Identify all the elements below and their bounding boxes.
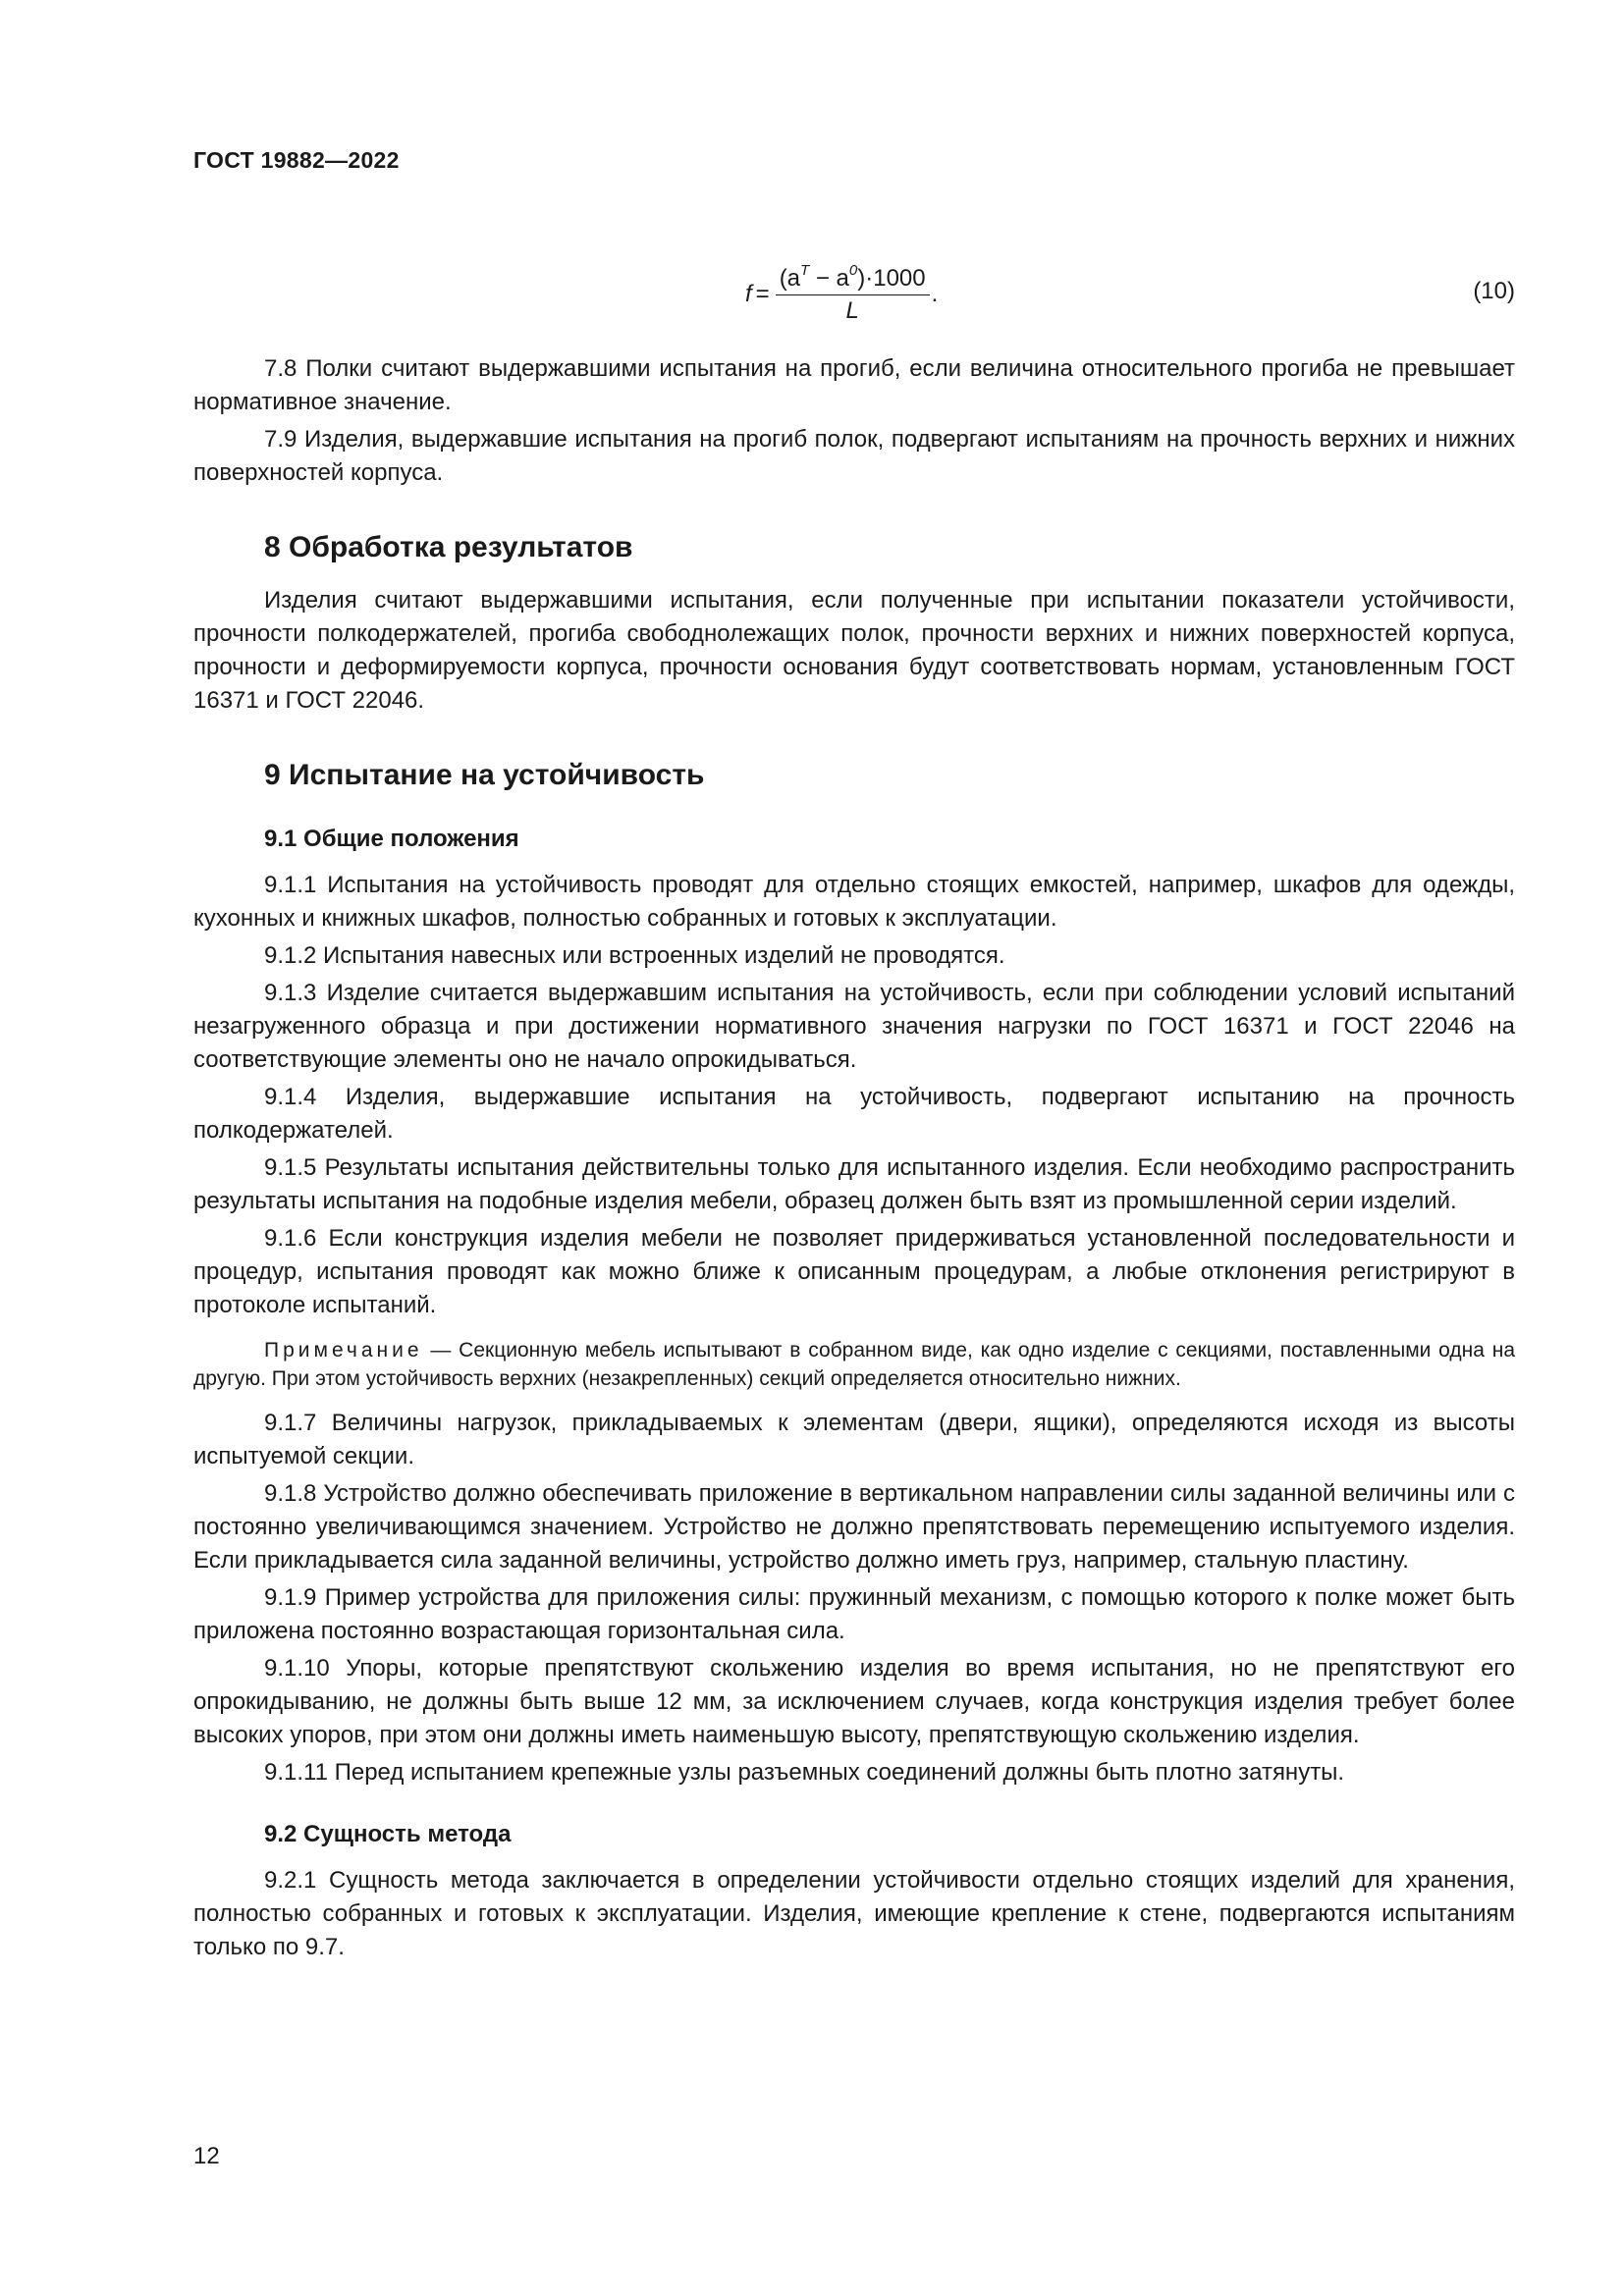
formula-num-close: )·1000: [857, 265, 926, 292]
paragraph-9-1-3: 9.1.3 Изделие считается выдержавшим испытания на устойчивость, если при соблюдении условий испытаний незагруженного образца и при достижении нормативного значения нагрузки по ГОСТ 16371 и ГОСТ 22046 на соответствующие элементы оно не начало опрокидываться.: [193, 980, 1515, 1073]
paragraph-9-1-10: 9.1.10 Упоры, которые препятствуют скольжению изделия во время испытания, но не препятствуют его опрокидыванию, не должны быть выше 12 мм, за исключением случаев, когда конструкция изделия требует более высоких упоров, при этом они должны иметь наименьшую высоту, препятствующую скольжению изделия.: [193, 1655, 1515, 1748]
paragraph-7-9: 7.9 Изделия, выдержавшие испытания на прогиб полок, подвергают испытаниям на прочность верхних и нижних поверхностей корпуса.: [193, 426, 1515, 486]
formula-sup-0: 0: [848, 262, 858, 279]
subsection-9-1-title: 9.1 Общие положения: [264, 826, 519, 852]
section-8-title: 8 Обработка результатов: [264, 531, 633, 563]
paragraph-9-1-11: 9.1.11 Перед испытанием крепежные узлы разъемных соединений должны быть плотно затянуты.: [264, 1759, 1345, 1786]
document-page: [193, 147, 1515, 1964]
paragraph-9-1-4: 9.1.4 Изделия, выдержавшие испытания на устойчивость, подвергают испытанию на прочность полкодержателей.: [193, 1084, 1515, 1144]
paragraph-9-1-6: 9.1.6 Если конструкция изделия мебели не позволяет придерживаться установленной последовательности и процедур, испытания проводят как можно ближе к описанным процедурам, а любые отклонения регистрируют в протоколе испытаний.: [193, 1225, 1515, 1318]
paragraph-9-1-8: 9.1.8 Устройство должно обеспечивать приложение в вертикальном направлении силы заданной величины или с постоянно увеличивающимся значением. Устройство не должно препятствовать перемещению испытуемого изделия. Если прикладывается сила заданной величины, устройство должно иметь груз, например, стальную пластину.: [193, 1480, 1515, 1574]
equation-number: (10): [1473, 278, 1515, 304]
paragraph-9-1-2: 9.1.2 Испытания навесных или встроенных изделий не проводятся.: [264, 942, 1005, 969]
formula-numerator: [776, 264, 930, 295]
paragraph-9-1-1: 9.1.1 Испытания на устойчивость проводят для отдельно стоящих емкостей, например, шкафов для одежды, кухонных и книжных шкафов, полностью собранных и готовых к эксплуатации.: [193, 872, 1515, 932]
formula-sup-t: T: [800, 262, 810, 279]
section-8-text: Изделия считают выдержавшими испытания, если полученные при испытании показатели устойчивости, прочности полкодержателей, прогиба свободнолежащих полок, прочности верхних и нижних поверхностей корпуса, прочности и деформируемости корпуса, прочности основания будут соответствовать нормам, установленным ГОСТ 16371 и ГОСТ 22046.: [193, 587, 1515, 714]
formula-num-minus: − a: [809, 265, 849, 292]
formula-10: [745, 264, 938, 325]
section-9-title: 9 Испытание на устойчивость: [264, 759, 705, 791]
document-code-header: ГОСТ 19882—2022: [193, 147, 400, 173]
formula-lhs: f: [745, 281, 752, 307]
paragraph-9-1-5: 9.1.5 Результаты испытания действительны только для испытанного изделия. Если необходимо распространить результаты испытания на подобные изделия мебели, образец должен быть взят из промышленной серии изделий.: [193, 1154, 1515, 1214]
formula-fraction: [776, 264, 930, 325]
note-label: Примечание: [264, 1339, 423, 1362]
page-number: 12: [193, 2143, 220, 2169]
formula-denominator: L: [845, 297, 859, 324]
formula-equals: =: [755, 281, 770, 307]
paragraph-7-8: 7.8 Полки считают выдержавшими испытания на прогиб, если величина относительного прогиба не превышает нормативное значение.: [193, 355, 1515, 415]
subsection-9-2-title: 9.2 Сущность метода: [264, 1821, 512, 1847]
paragraph-9-1-7: 9.1.7 Величины нагрузок, прикладываемых к элементам (двери, ящики), определяются исходя из высоты испытуемой секции.: [193, 1410, 1515, 1469]
formula-row: [193, 264, 1515, 347]
note: [193, 1336, 1515, 1393]
formula-trail: .: [931, 281, 939, 307]
formula-num-open: (a: [779, 265, 801, 292]
note-text: — Секционную мебель испытывают в собранном виде, как одно изделие с секциями, поставленными одна на другую. При этом устойчивость верхних (незакрепленных) секций определяется относительно нижних.: [193, 1339, 1515, 1390]
paragraph-9-2-1: 9.2.1 Сущность метода заключается в определении устойчивости отдельно стоящих изделий для хранения, полностью собранных и готовых к эксплуатации. Изделия, имеющие крепление к стене, подвергаются испытаниям только по 9.7.: [193, 1867, 1515, 1960]
paragraph-9-1-9: 9.1.9 Пример устройства для приложения силы: пружинный механизм, с помощью которого к полке может быть приложена постоянно возрастающая горизонтальная сила.: [193, 1584, 1515, 1644]
